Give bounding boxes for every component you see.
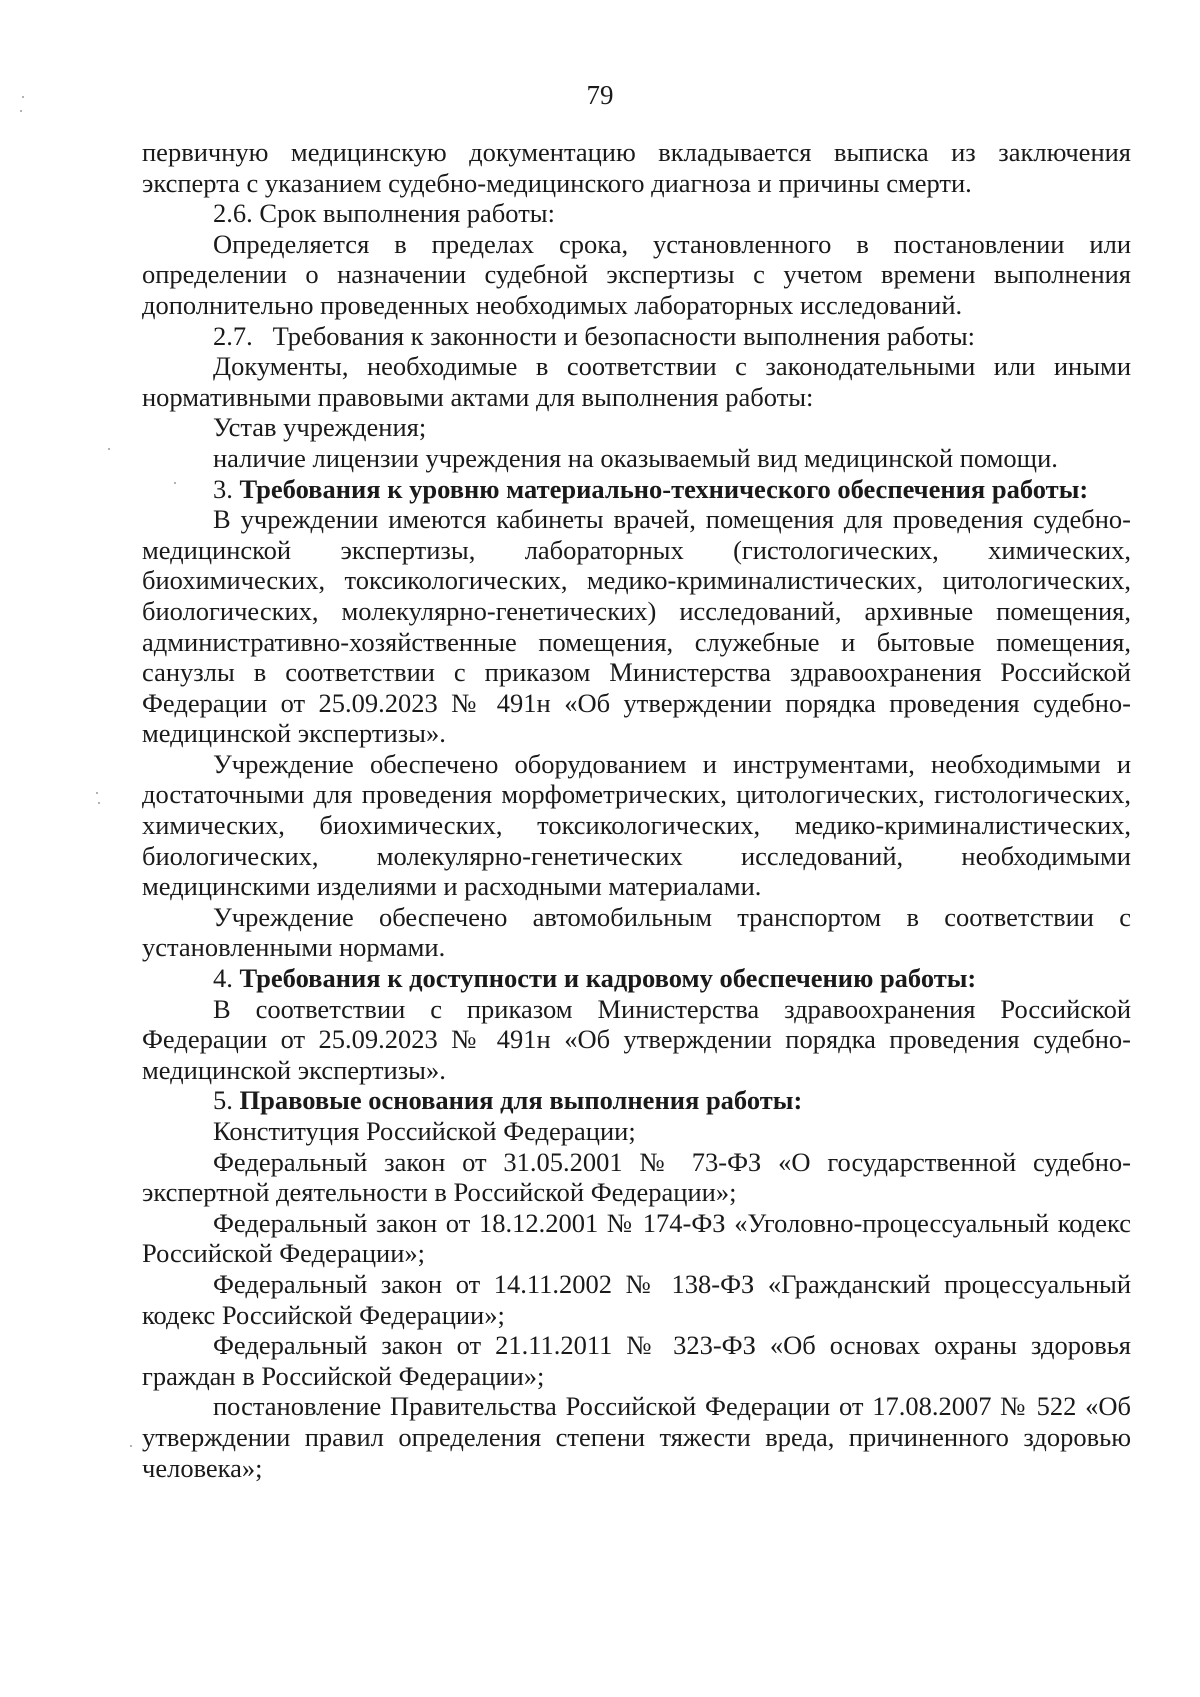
- legal-basis-law-138: Федеральный закон от 14.11.2002 № 138-ФЗ «Гражданский процессуальный кодекс Российской Федерации»;: [142, 1268, 1131, 1330]
- section-5-number: 5.: [213, 1085, 233, 1116]
- scan-speck: [98, 802, 100, 804]
- section-4-heading: [142, 963, 1131, 994]
- scan-speck: [174, 482, 176, 484]
- legal-basis-constitution: Конституция Российской Федерации;: [213, 1116, 636, 1146]
- legal-basis-law-174: Федеральный закон от 18.12.2001 № 174-ФЗ «Уголовно-процессуальный кодекс Российской Федерации»;: [142, 1207, 1131, 1269]
- scan-speck: [20, 110, 22, 112]
- section-2-6-heading: 2.6. Срок выполнения работы:: [213, 198, 555, 229]
- section-3-title: Требования к уровню материально-технического обеспечения работы:: [239, 473, 1089, 504]
- scan-speck: [108, 448, 110, 450]
- scan-speck: [96, 792, 98, 794]
- legal-basis-law-323: Федеральный закон от 21.11.2011 № 323-ФЗ «Об основах охраны здоровья граждан в Российской Федерации»;: [142, 1330, 1131, 1391]
- section-3-number: 3.: [213, 473, 233, 504]
- page-number: 79: [586, 80, 614, 110]
- document-body: [142, 137, 1131, 1483]
- section-4-title: Требования к доступности и кадровому обеспечению работы:: [239, 963, 977, 994]
- section-2-6-text: Определяется в пределах срока, установленного в постановлении или определении о назначении судебной экспертизы с учетом времени выполнения дополнительно проведенных необходимых лабораторных исследований.: [142, 228, 1131, 320]
- legal-basis-law-73: Федеральный закон от 31.05.2001 № 73-ФЗ «О государственной судебно-экспертной деятельности в Российской Федерации»;: [142, 1146, 1131, 1208]
- scan-speck: [130, 1445, 132, 1447]
- legal-basis-decree-522: постановление Правительства Российской Федерации от 17.08.2007 № 522 «Об утверждении правил определения степени тяжести вреда, причиненного здоровью человека»;: [142, 1391, 1131, 1483]
- list-item-license: наличие лицензии учреждения на оказываемый вид медицинской помощи.: [213, 442, 1058, 473]
- section-5-heading: [142, 1085, 1131, 1116]
- section-3-equipment: Учреждение обеспечено оборудованием и инструментами, необходимыми и достаточными для проведения морфометрических, цитологических, гистологических, химических, биохимических, токсикологических, медико-криминалистических, биологических, молекулярно-генетических исследований, необходимыми медицинскими изделиями и расходными материалами.: [142, 748, 1131, 902]
- scan-speck: [22, 96, 24, 98]
- section-2-7-text: Документы, необходимые в соответствии с законодательными или иными нормативными правовыми актами для выполнения работы:: [142, 351, 1131, 412]
- paragraph-continuation: первичную медицинскую документацию вкладывается выписка из заключения эксперта с указанием судебно-медицинского диагноза и причины смерти.: [142, 137, 1131, 198]
- list-item-charter: Устав учреждения;: [213, 412, 427, 443]
- section-3-heading: [142, 474, 1131, 505]
- section-5-title: Правовые основания для выполнения работы:: [239, 1085, 803, 1116]
- section-3-transport: Учреждение обеспечено автомобильным транспортом в соответствии с установленными нормами.: [142, 901, 1131, 963]
- section-2-7-heading: 2.7. Требования к законности и безопасности выполнения работы:: [213, 320, 976, 351]
- section-4-number: 4.: [213, 963, 233, 994]
- section-4-text: В соответствии с приказом Министерства здравоохранения Российской Федерации от 25.09.2023 № 491н «Об утверждении порядка проведения судебно-медицинской экспертизы».: [142, 993, 1131, 1085]
- section-3-facilities: В учреждении имеются кабинеты врачей, помещения для проведения судебно-медицинской экспертизы, лабораторных (гистологических, химических, биохимических, токсикологических, медико-криминалистических, цитологических, биологических, молекулярно-генетических) исследований, архивные помещения, административно-хозяйственные помещения, служебные и бытовые помещения, санузлы в соответствии с приказом Министерства здравоохранения Российской Федерации от 25.09.2023 № 491н «Об утверждении порядка проведения судебно-медицинской экспертизы».: [142, 504, 1131, 749]
